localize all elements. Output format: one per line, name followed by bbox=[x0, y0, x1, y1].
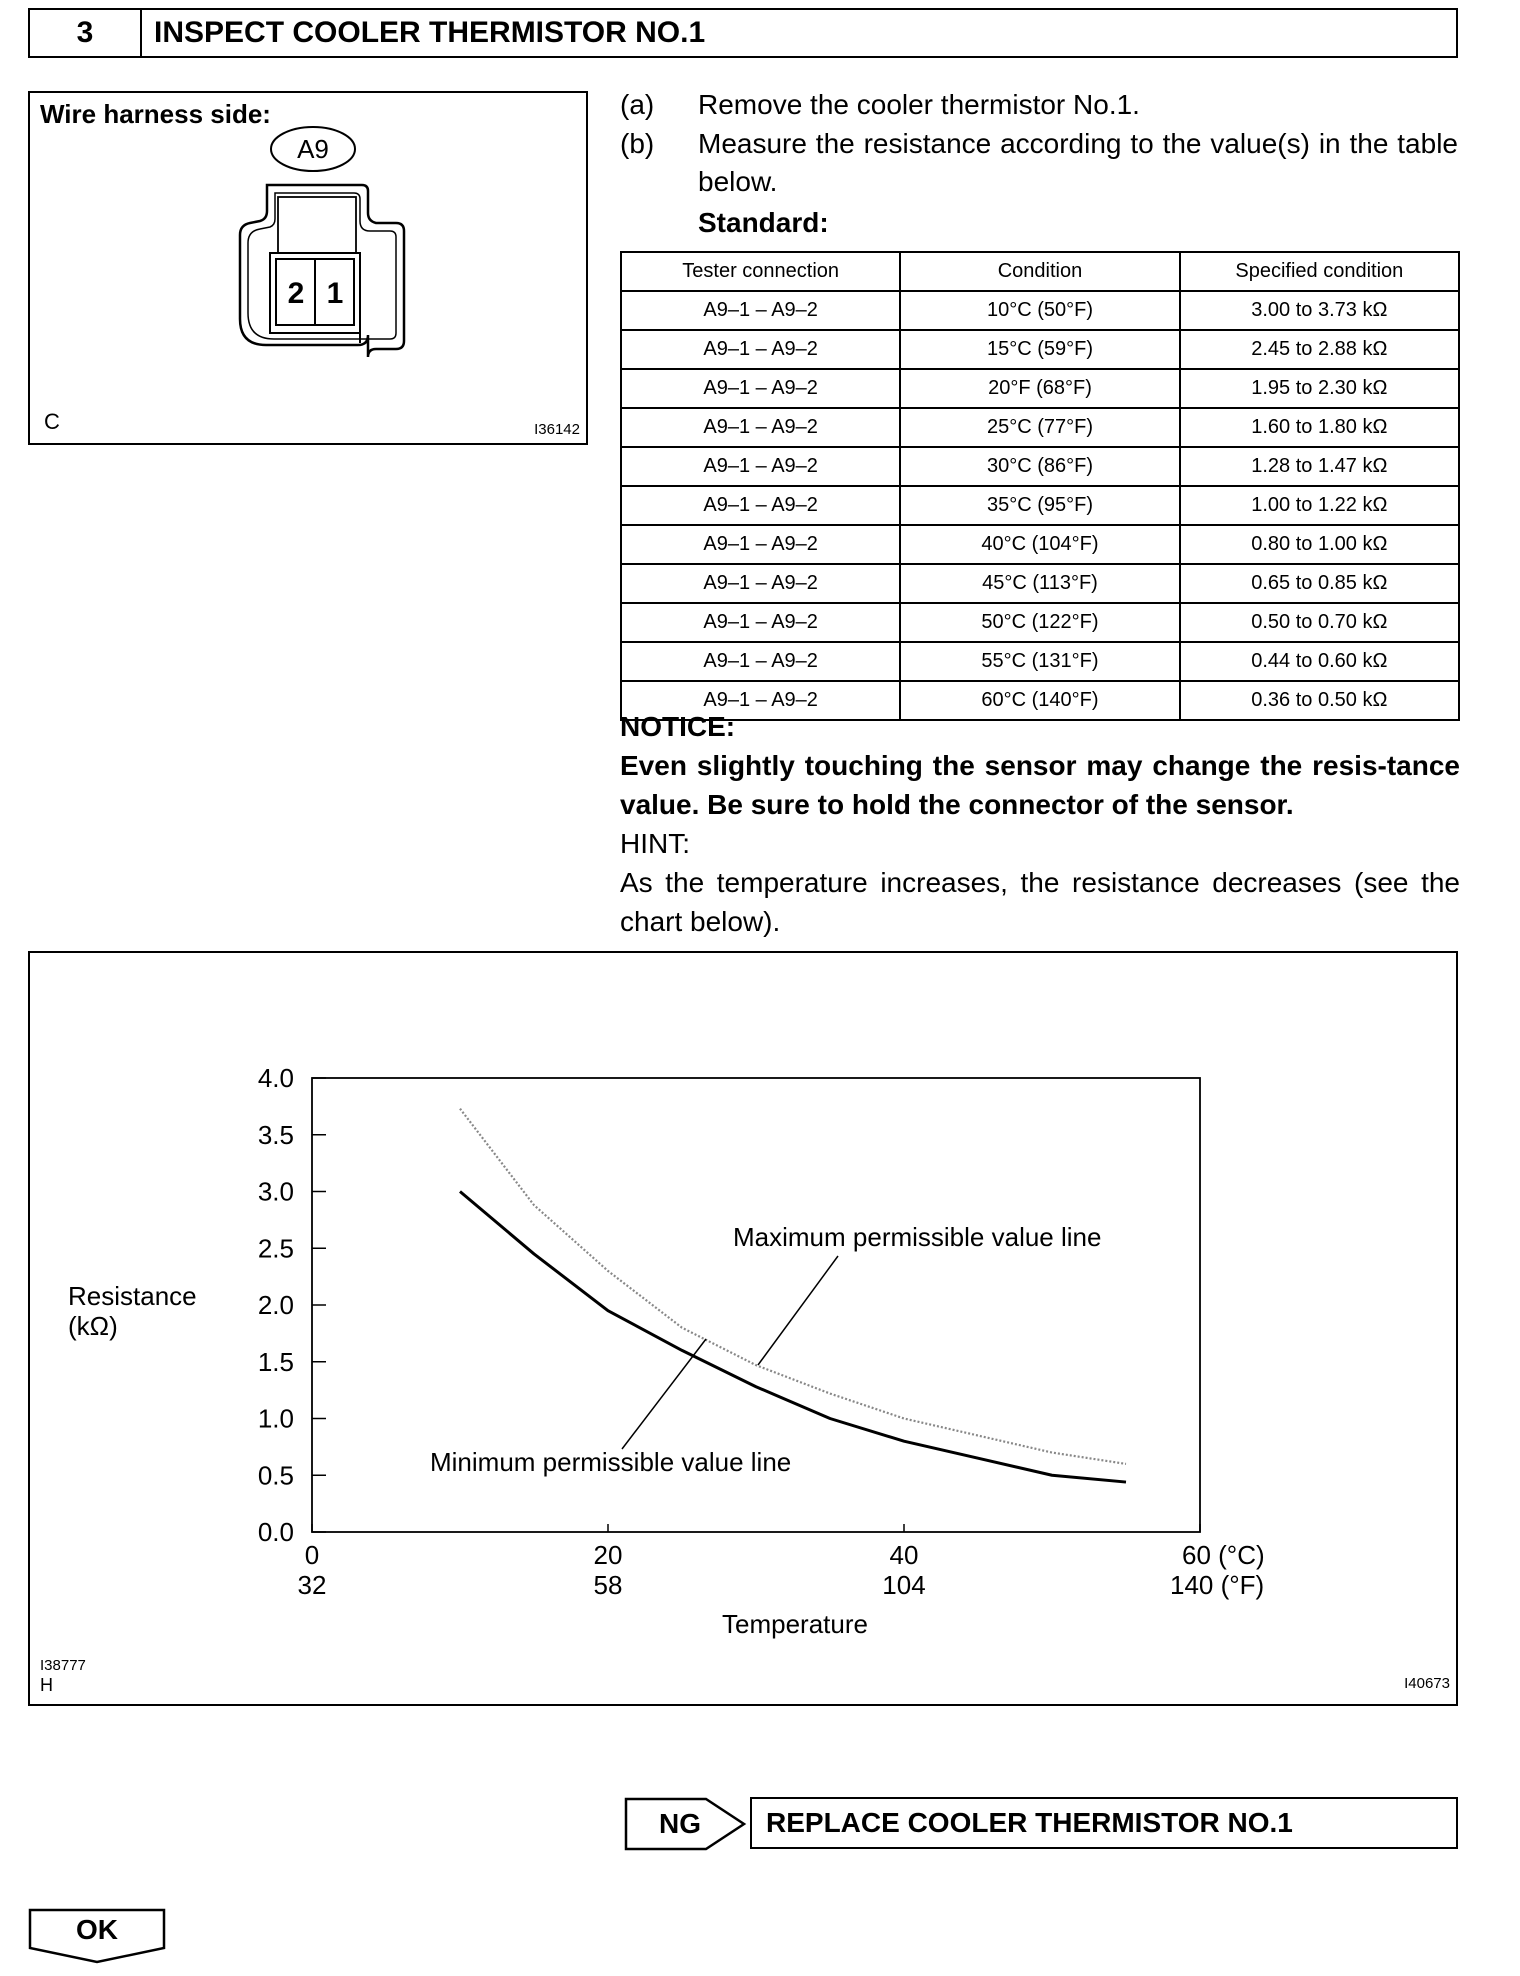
x-tick-label-c: 20 bbox=[593, 1540, 623, 1570]
spec-table bbox=[620, 251, 1460, 721]
cell-condition: 55°C (131°F) bbox=[900, 642, 1179, 681]
section-header bbox=[28, 8, 1458, 58]
table-row bbox=[621, 369, 1459, 408]
x-tick-label-f: 58 bbox=[593, 1570, 623, 1600]
cell-condition: 25°C (77°F) bbox=[900, 408, 1179, 447]
header-condition: Condition bbox=[900, 252, 1179, 291]
section-title: INSPECT COOLER THERMISTOR NO.1 bbox=[154, 16, 706, 49]
cell-condition: 30°C (86°F) bbox=[900, 447, 1179, 486]
cell-condition: 20°F (68°F) bbox=[900, 369, 1179, 408]
header-tester-connection: Tester connection bbox=[621, 252, 900, 291]
table-row bbox=[621, 525, 1459, 564]
connector-figure bbox=[28, 91, 588, 445]
y-tick-label: 2.0 bbox=[257, 1290, 294, 1320]
table-row bbox=[621, 603, 1459, 642]
cell-specified-condition: 1.00 to 1.22 kΩ bbox=[1180, 486, 1459, 525]
pin-2: 2 bbox=[287, 277, 305, 310]
max-line-pointer bbox=[758, 1256, 838, 1365]
max-line-label: Maximum permissible value line bbox=[733, 1222, 1102, 1252]
x-tick-label-c: 60 (°C) bbox=[1182, 1540, 1265, 1570]
table-row bbox=[621, 330, 1459, 369]
cell-tester-connection: A9–1 – A9–2 bbox=[621, 564, 900, 603]
cell-tester-connection: A9–1 – A9–2 bbox=[621, 408, 900, 447]
cell-specified-condition: 0.80 to 1.00 kΩ bbox=[1180, 525, 1459, 564]
table-row bbox=[621, 447, 1459, 486]
chart-code-top: I38777 bbox=[40, 1657, 86, 1674]
ng-action: REPLACE COOLER THERMISTOR NO.1 bbox=[750, 1797, 1458, 1849]
figure-label: Wire harness side: bbox=[40, 99, 271, 129]
y-tick-label: 3.0 bbox=[257, 1176, 294, 1207]
x-tick-label-f: 32 bbox=[297, 1570, 327, 1600]
connector-id: A9 bbox=[297, 134, 329, 164]
y-axis-unit: (kΩ) bbox=[68, 1311, 118, 1341]
figure-code: I36142 bbox=[534, 421, 580, 438]
cell-condition: 40°C (104°F) bbox=[900, 525, 1179, 564]
step-number: 3 bbox=[30, 10, 142, 56]
cell-specified-condition: 3.00 to 3.73 kΩ bbox=[1180, 291, 1459, 330]
y-axis-label: Resistance bbox=[68, 1281, 197, 1311]
ng-label: NG bbox=[659, 1808, 701, 1839]
cell-specified-condition: 1.60 to 1.80 kΩ bbox=[1180, 408, 1459, 447]
cell-tester-connection: A9–1 – A9–2 bbox=[621, 330, 900, 369]
cell-tester-connection: A9–1 – A9–2 bbox=[621, 447, 900, 486]
x-tick-label-f: 104 bbox=[882, 1570, 926, 1600]
cell-specified-condition: 0.50 to 0.70 kΩ bbox=[1180, 603, 1459, 642]
chart-code-bottom: I40673 bbox=[1404, 1675, 1450, 1692]
cell-tester-connection: A9–1 – A9–2 bbox=[621, 681, 900, 720]
pin-1: 1 bbox=[326, 277, 344, 310]
cell-condition: 15°C (59°F) bbox=[900, 330, 1179, 369]
step-a-letter: (a) bbox=[620, 89, 655, 120]
min-line-pointer bbox=[622, 1339, 706, 1449]
cell-tester-connection: A9–1 – A9–2 bbox=[621, 291, 900, 330]
cell-specified-condition: 0.44 to 0.60 kΩ bbox=[1180, 642, 1459, 681]
max-permissible-line bbox=[460, 1109, 1126, 1464]
chart-svg bbox=[30, 953, 1455, 1703]
table-row bbox=[621, 642, 1459, 681]
x-tick-label-f: 140 (°F) bbox=[1170, 1570, 1265, 1600]
notice-label: NOTICE: bbox=[620, 711, 736, 742]
min-line-label: Minimum permissible value line bbox=[430, 1447, 792, 1477]
figure-corner-letter: C bbox=[44, 409, 60, 434]
cell-specified-condition: 2.45 to 2.88 kΩ bbox=[1180, 330, 1459, 369]
table-row bbox=[621, 564, 1459, 603]
cell-condition: 60°C (140°F) bbox=[900, 681, 1179, 720]
cell-tester-connection: A9–1 – A9–2 bbox=[621, 525, 900, 564]
standard-label: Standard: bbox=[698, 207, 829, 238]
step-b-text: Measure the resistance according to the value(s) in the table below. bbox=[698, 128, 1458, 197]
cell-tester-connection: A9–1 – A9–2 bbox=[621, 486, 900, 525]
hint-text: As the temperature increases, the resistance decreases (see the chart below). bbox=[620, 867, 1460, 937]
y-tick-label: 0.0 bbox=[257, 1517, 294, 1547]
x-tick-label-c: 0 bbox=[304, 1540, 320, 1570]
chart-code-letter: H bbox=[40, 1675, 53, 1695]
y-tick-label: 4.0 bbox=[257, 1063, 294, 1093]
hint-label: HINT: bbox=[620, 828, 690, 859]
cell-tester-connection: A9–1 – A9–2 bbox=[621, 603, 900, 642]
cell-specified-condition: 1.28 to 1.47 kΩ bbox=[1180, 447, 1459, 486]
x-tick-label-c: 40 bbox=[889, 1540, 919, 1570]
cell-condition: 35°C (95°F) bbox=[900, 486, 1179, 525]
connector-housing bbox=[240, 185, 404, 357]
table-header-row bbox=[621, 252, 1459, 291]
y-tick-label: 2.5 bbox=[257, 1233, 294, 1264]
cell-condition: 10°C (50°F) bbox=[900, 291, 1179, 330]
table-row bbox=[621, 486, 1459, 525]
resistance-chart bbox=[28, 951, 1458, 1706]
cell-tester-connection: A9–1 – A9–2 bbox=[621, 369, 900, 408]
connector-diagram bbox=[30, 93, 585, 443]
y-tick-label: 1.0 bbox=[257, 1403, 294, 1434]
cell-condition: 45°C (113°F) bbox=[900, 564, 1179, 603]
step-b-letter: (b) bbox=[620, 128, 655, 159]
cell-specified-condition: 0.36 to 0.50 kΩ bbox=[1180, 681, 1459, 720]
y-tick-label: 1.5 bbox=[257, 1346, 294, 1377]
x-axis-label: Temperature bbox=[722, 1609, 868, 1639]
ok-label: OK bbox=[76, 1914, 118, 1945]
cell-condition: 50°C (122°F) bbox=[900, 603, 1179, 642]
cell-specified-condition: 1.95 to 2.30 kΩ bbox=[1180, 369, 1459, 408]
y-tick-label: 0.5 bbox=[257, 1460, 294, 1491]
cell-specified-condition: 0.65 to 0.85 kΩ bbox=[1180, 564, 1459, 603]
connector-latch bbox=[278, 197, 356, 253]
step-a-text: Remove the cooler thermistor No.1. bbox=[698, 89, 1140, 120]
notice-text: Even slightly touching the sensor may change the resis-tance value. Be sure to hold the connector of the sensor. bbox=[620, 750, 1460, 820]
cell-tester-connection: A9–1 – A9–2 bbox=[621, 642, 900, 681]
table-row bbox=[621, 291, 1459, 330]
y-tick-label: 3.5 bbox=[257, 1119, 294, 1150]
header-specified-condition: Specified condition bbox=[1180, 252, 1459, 291]
table-row bbox=[621, 408, 1459, 447]
